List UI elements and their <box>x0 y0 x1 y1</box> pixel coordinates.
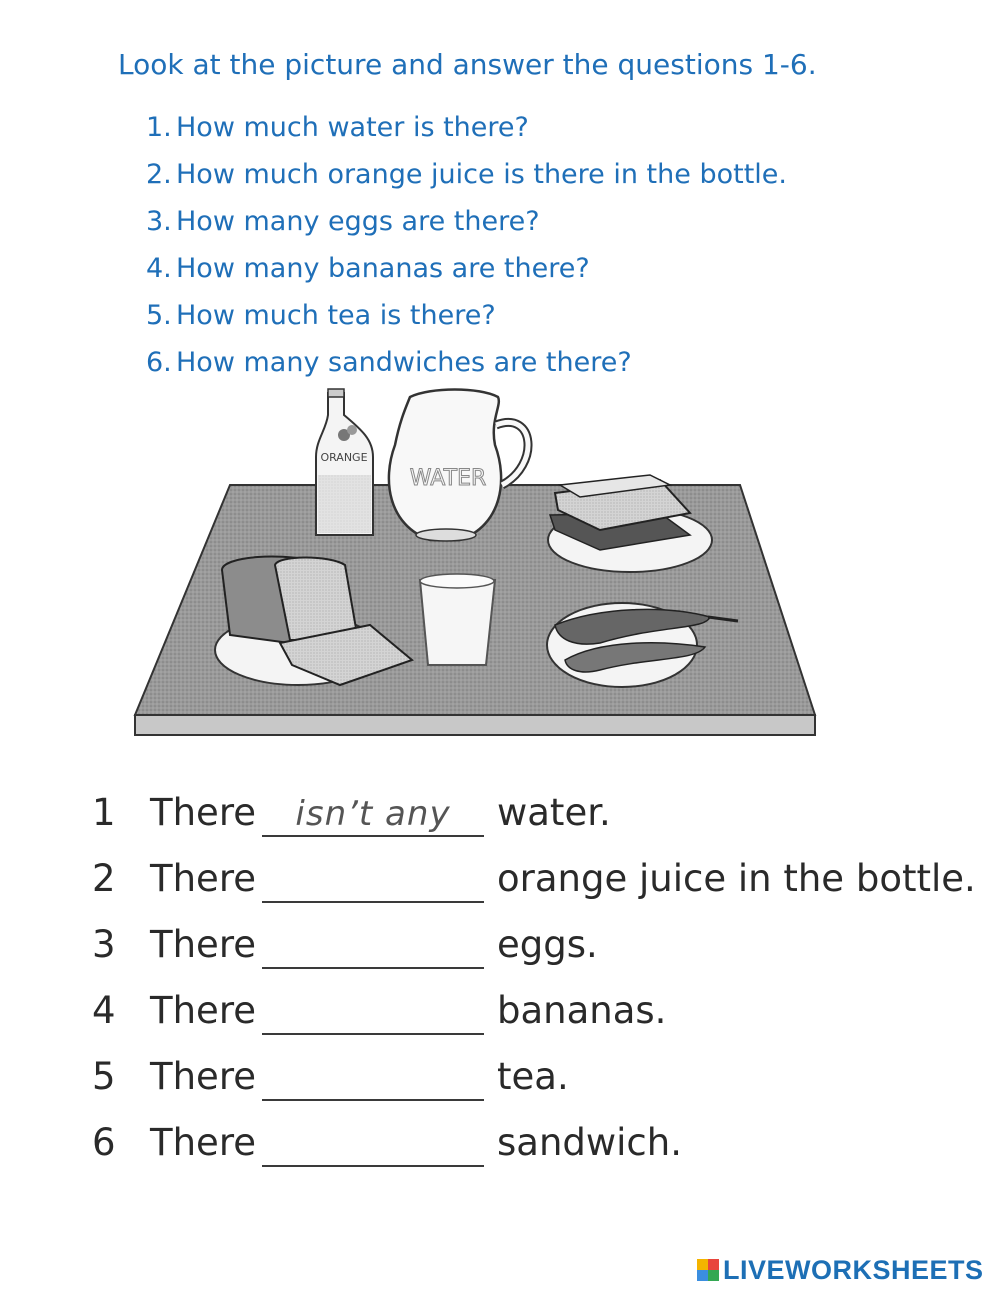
question-text: How much tea is there? <box>176 300 496 331</box>
answer-there: There <box>150 1121 256 1164</box>
question-number: 4. <box>146 253 172 284</box>
question-item <box>146 108 787 155</box>
question-item <box>146 343 787 390</box>
orange-juice-bottle <box>316 389 373 535</box>
bottle-label: ORANGE <box>320 451 368 464</box>
answer-rest: water. <box>497 791 611 834</box>
answer-rest: bananas. <box>497 989 667 1032</box>
question-text: How much orange juice is there in the bottle. <box>176 159 787 190</box>
liveworksheets-brand[interactable] <box>697 1255 984 1285</box>
answer-rest: tea. <box>497 1055 569 1098</box>
answer-blank-6[interactable] <box>262 1121 484 1167</box>
empty-glass <box>420 574 495 665</box>
question-number: 2. <box>146 159 172 190</box>
question-number: 6. <box>146 347 172 378</box>
answer-rest: orange juice in the bottle. <box>497 857 976 900</box>
instruction-heading: Look at the picture and answer the questions 1-6. <box>118 48 817 81</box>
answer-there: There <box>150 923 256 966</box>
answer-number: 2 <box>92 857 116 900</box>
question-text: How many sandwiches are there? <box>176 347 632 378</box>
answer-rest: eggs. <box>497 923 598 966</box>
question-number: 3. <box>146 206 172 237</box>
answer-number: 3 <box>92 923 116 966</box>
answer-there: There <box>150 857 256 900</box>
question-text: How much water is there? <box>176 112 529 143</box>
question-list <box>146 108 787 390</box>
question-item <box>146 249 787 296</box>
answer-blank-5[interactable] <box>262 1055 484 1101</box>
question-text: How many bananas are there? <box>176 253 590 284</box>
answer-number: 4 <box>92 989 116 1032</box>
answer-number: 1 <box>92 791 116 834</box>
answer-rest: sandwich. <box>497 1121 682 1164</box>
food-table-illustration <box>130 385 820 745</box>
answer-there: There <box>150 791 256 834</box>
question-text: How many eggs are there? <box>176 206 540 237</box>
question-item <box>146 202 787 249</box>
answer-number: 5 <box>92 1055 116 1098</box>
answer-blank-1[interactable] <box>262 791 484 837</box>
question-number: 1. <box>146 112 172 143</box>
jug-label: WATER <box>409 466 487 491</box>
liveworksheets-logo-icon <box>697 1259 719 1281</box>
brand-text: LIVEWORKSHEETS <box>723 1254 984 1285</box>
question-item <box>146 155 787 202</box>
filled-answer: isn’t any <box>295 794 451 834</box>
answer-there: There <box>150 1055 256 1098</box>
answer-number: 6 <box>92 1121 116 1164</box>
answer-there: There <box>150 989 256 1032</box>
answer-blank-4[interactable] <box>262 989 484 1035</box>
question-item <box>146 296 787 343</box>
question-number: 5. <box>146 300 172 331</box>
answer-blank-2[interactable] <box>262 857 484 903</box>
answer-blank-3[interactable] <box>262 923 484 969</box>
